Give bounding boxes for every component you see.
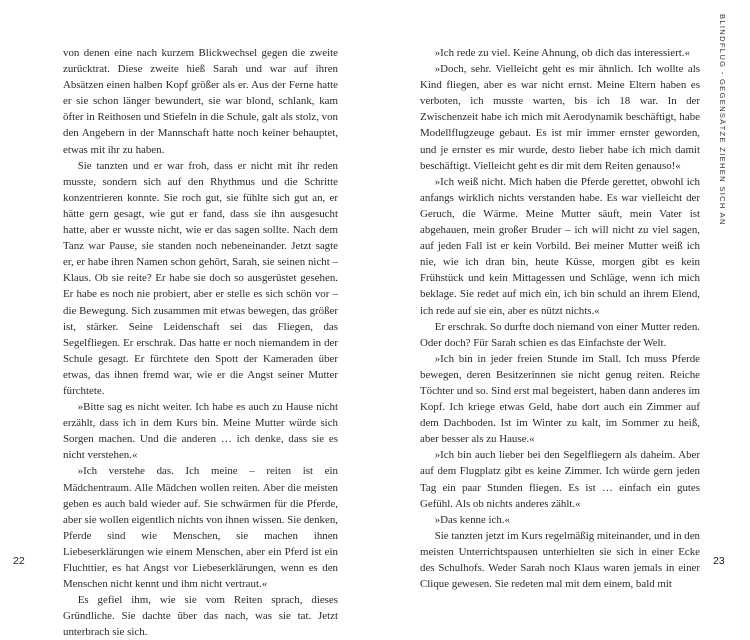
paragraph: Sie tanzten jetzt im Kurs regelmäßig miteinander, und in den meisten Unterrichtspausen unterhielten sie sich in einer Ecke des Schulhofs. Weder Sarah noch Klaus waren jemals in einer Clique gewesen. Sie redeten mal mit dem einem, bald mit [420,529,700,591]
page-number-right: 23 [713,555,725,567]
paragraph: »Ich rede zu viel. Keine Ahnung, ob dich das interessiert.« [434,47,690,59]
left-page [0,0,375,639]
paragraph: von denen eine nach kurzem Blickwechsel gegen die zweite zurücktrat. Diese zweite hieß Sarah und war auf ihren Absätzen einen halben Kopf größer als er. Aus der Ferne hatte er sie schon länger bewundert, sie war blond, schlank, kam öfter in Reithosen und Stiefeln in die Schule, galt als stolz, von den Angebern in der Mannschaft hatte noch keiner behauptet, etwas mit ihr zu haben. [63,47,338,156]
paragraph: »Das kenne ich.« [434,513,511,526]
right-page-text [420,45,700,592]
paragraph: »Ich weiß nicht. Mich haben die Pferde gerettet, obwohl ich anfangs wirklich nichts verstanden habe. Es war vielleicht der Geruch, die Wärme. Meine Mutter säuft, mein Vater ist abgehauen, mein großer Bruder – ich will nicht zu viel sagen, auf jeden Fall ist er kein Vorbild. Bei meiner Mutter weiß ich nie, wie ich dran bin, heute Küsse, morgen gibt es kein Frühstück und kein Mittagessen und Schläge, wenn ich mich beklage. Sie redet auf mich ein, ich bin schuld an ihrem Elend, ich rede auf sie ein, aber es nützt nichts.« [420,175,700,317]
paragraph: Es gefiel ihm, wie sie vom Reiten sprach, dieses Gründliche. Sie dachte über das nach, was sie tat. Jetzt unterbrach sie sich. [63,594,338,639]
paragraph: »Bitte sag es nicht weiter. Ich habe es auch zu Hause nicht erzählt, dass ich in dem Kurs bin. Meine Mutter würde sich Sorgen machen. Und die anderen … ich denke, dass sie es nicht verstehen.« [63,401,338,462]
page-number-left: 22 [13,555,25,567]
paragraph: Er erschrak. So durfte doch niemand von einer Mutter reden. Oder doch? Für Sarah schien es das Einfachste der Welt. [420,320,700,349]
paragraph: »Ich bin auch lieber bei den Segelfliegern als daheim. Aber auf dem Flugplatz gibt es keine Zimmer. Ich würde gern jeden Tag ein paar Stunden fliegen. Es ist … einfach ein gutes Gefühl. Als ob nichts anderes zählt.« [420,449,700,510]
paragraph: »Ich bin in jeder freien Stunde im Stall. Ich muss Pferde bewegen, deren Besitzerinnen sie nicht genug reiten. Reiche Töchter und so. Sind erst mal begeistert, haben dann anderes im Kopf. Ich kriege etwas Geld, habe dort auch ein Zimmer auf dem Dachboden. Ist im Winter zu kalt, im Sommer zu heiß, aber besser als zu Hause.« [420,352,700,446]
paragraph: Sie tanzten und er war froh, dass er nicht mit ihr reden musste, sondern sich auf den Rhythmus und die Schritte konzentrieren konnte. Sie roch gut, sie fühlte sich gut an, er hätte gern gesagt, wie gut er fand, dass sie ihn ausgesucht hatte, aber er wusste nicht, wie er das sagen sollte. Nach dem Tanz war Pause, sie standen noch nebeneinander. Jetzt sagte er, er habe ihren Namen schon gehört, Sarah, sie seinen nicht – Klaus. Ob sie reite? Er habe sie doch so ausgerüstet gesehen. Er habe es noch nie probiert, aber er stelle es sich schön vor – die Bewegung. Sich zusammen mit etwas bewegen, das größer ist, stärker. Seine Leidenschaft sei das Fliegen, das Segelfliegen. Er erschrak. Das hatte er noch niemandem in der Schule gesagt. Er fürchtete den Spott der Kameraden über etwas, das ihnen fremd war, wie er die Angst seiner Mutter fürchtete. [63,159,338,397]
paragraph: »Ich verstehe das. Ich meine – reiten ist ein Mädchentraum. Alle Mädchen wollen reiten. Aber die meisten geben es auch bald wieder auf. Sie schwärmen für die Pferde, aber sie wollen eigentlich nichts von ihnen wissen. Sie denken, Pferde sind wie Menschen, sie machen ihnen Liebeserklärungen wie einem Menschen, aber ein Pferd ist ein Fluchttier, es hat Angst vor Liebeserklärungen, wenn es den Menschen nicht kennt und ihm nicht vertraut.« [63,465,338,591]
left-page-text [63,45,338,640]
right-page [375,0,750,591]
running-head: BLINDFLUG - GEGENSÄTZE ZIEHEN SICH AN [718,14,727,226]
paragraph: »Doch, sehr. Vielleicht geht es mir ähnlich. Ich wollte als Kind fliegen, aber es war nicht ernst. Meine Eltern haben es verboten, ich musste warten, bis ich 18 war. In der Zwischenzeit habe ich mich mit Aerodynamik beschäftigt, habe Modellflugzeuge gebaut. Es ist mir immer ernster geworden, und je ernster es mir wurde, desto lieber habe ich mich damit beschäftigt. Vielleicht geht es dir mit dem Reiten genauso!« [420,63,700,172]
